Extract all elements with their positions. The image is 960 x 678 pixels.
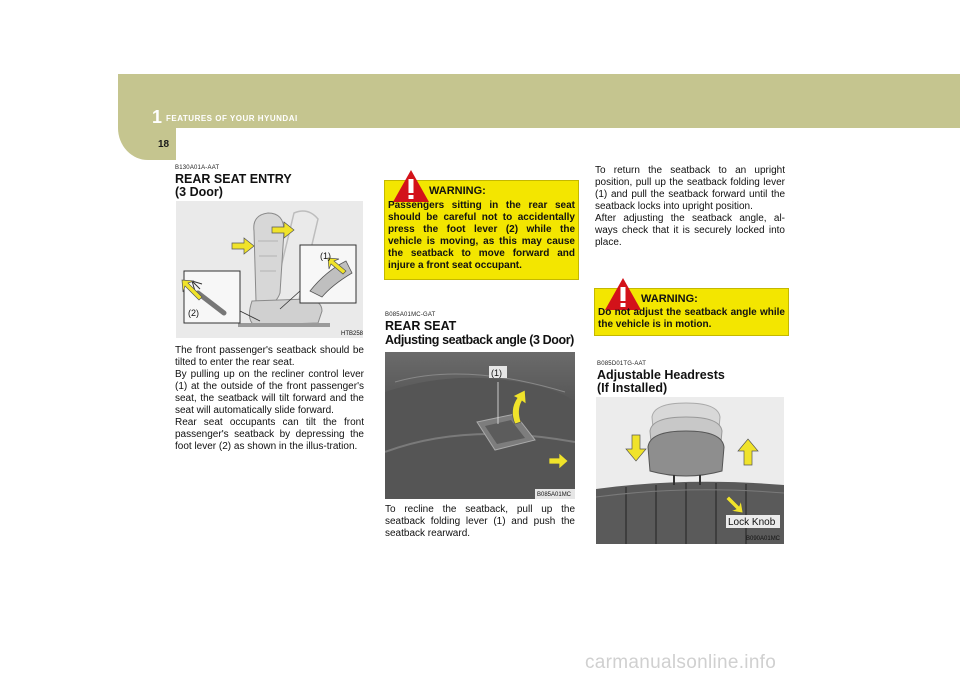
warning-icon [392,169,430,203]
col1-code: B130A01A-AAT [175,165,220,171]
seat-entry-figure [176,201,363,338]
figure-caption: B090A01MC [746,536,781,542]
figure-label-2: (2) [188,308,199,318]
col1-body [175,345,364,453]
warning-box-rear-seat [384,180,579,280]
section-title: FEATURES OF YOUR HYUNDAI [166,114,298,123]
col1-heading-2: (3 Door) [175,185,223,199]
section-number: 1 [152,107,163,127]
watermark: carmanualsonline.info [585,652,777,673]
headrest-figure [596,397,784,544]
page-number: 18 [158,139,170,150]
col2-paragraph: To recline the seatback, pull up the seatback folding lever (1) and push the seatback rearward. [385,504,575,539]
warning-text: Do not adjust the seatback angle while the vehicle is in motion. [598,307,785,330]
figure-label-1: (1) [320,251,331,261]
seatback-lever-illustration [385,352,575,499]
col2-heading-1: REAR SEAT [385,319,457,333]
col3-body [595,165,785,249]
col3-paragraph-2: After adjusting the seatback angle, al-ways check that it is securely locked into place. [595,213,785,248]
warning-icon [604,277,642,311]
figure-caption: B085A01MC [537,492,572,498]
warning-text: Passengers sitting in the rear seat should be careful not to accidentally press the foot lever (2) while the vehicle is moving, as this may cause the seatback to move forward and injure a front seat occupant. [388,200,575,271]
col3-heading-2: (If Installed) [597,381,668,395]
col1-paragraph-1: The front passenger's seatback should be tilted to enter the rear seat. [175,345,364,368]
seatback-lever-figure [385,352,575,499]
figure-caption: HTB258 [341,331,363,337]
col1-paragraph-2: By pulling up on the recliner control lever (1) at the outside of the front passenger's seat, the seatback will tilt forward and the seat will automatically slide forward. [175,369,364,416]
col1-heading-1: REAR SEAT ENTRY [175,172,292,186]
col3-paragraph-1: To return the seatback to an upright position, pull up the seatback folding lever (1) and pull the seatback forward until the seatback locks into upright position. [595,165,785,212]
lock-knob-label: Lock Knob [728,517,776,528]
figure-label-1: (1) [491,368,502,378]
warning-box-seatback [594,288,789,336]
col1-paragraph-3: Rear seat occupants can tilt the front passenger's seatback by depressing the foot lever (2) as shown in the illus-tration. [175,417,364,452]
col2-code: B085A01MC-GAT [385,312,436,318]
warning-title: WARNING: [641,293,698,305]
seat-illustration [176,201,363,338]
col3-heading-1: Adjustable Headrests [597,368,725,382]
warning-title: WARNING: [429,185,486,197]
col3-code: B085D01TG-AAT [597,361,647,367]
headrest-illustration [596,397,784,544]
col2-heading-2: Adjusting seatback angle (3 Door) [385,333,574,347]
